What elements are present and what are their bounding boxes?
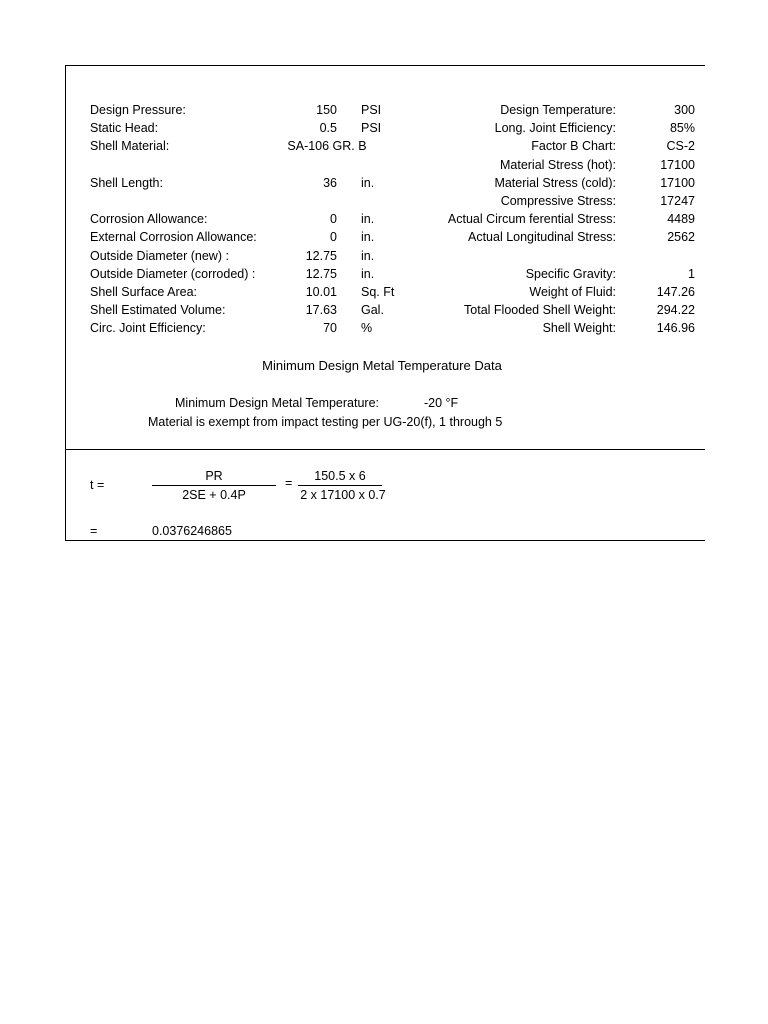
input-value: 36 [323,175,337,190]
result-value: 146.96 [656,321,695,336]
result-value: 1 [688,266,695,281]
result-value: 300 [674,103,695,117]
result-label: Material Stress (cold): [494,175,616,190]
input-unit: in. [361,266,375,281]
formula-result-equals: = [90,524,98,538]
input-label: Circ. Joint Efficiency: [90,321,206,336]
mdmt-note: Material is exempt from impact testing per UG-20(f), 1 through 5 [148,415,503,429]
result-label: Actual Circum ferential Stress: [447,212,616,227]
input-value: 0.5 [319,121,337,136]
result-label: Weight of Fluid: [529,285,616,299]
formula-denominator: 2SE + 0.4P [182,488,246,502]
formula-lhs: t = [90,478,105,492]
formula-numerator: PR [205,469,223,483]
result-label: Specific Gravity: [525,266,616,281]
input-value: 12.75 [305,266,337,281]
input-unit: PSI [361,121,382,136]
input-unit: in. [361,175,375,190]
input-unit: in. [361,230,375,245]
mdmt-value: -20 °F [424,396,459,410]
input-unit: Gal. [361,303,384,318]
result-label: Design Temperature: [500,103,616,117]
input-unit: in. [361,212,375,227]
input-value: 10.01 [305,285,337,299]
result-value: 147.26 [656,285,695,299]
input-value: 70 [323,321,337,336]
result-label: Total Flooded Shell Weight: [464,303,616,318]
input-value: SA-106 GR. B [287,139,367,154]
result-value: 17247 [660,194,695,208]
mdmt-label: Minimum Design Metal Temperature: [175,396,380,410]
result-value: CS-2 [666,139,695,154]
section-divider [65,449,705,450]
formula-sub-numerator: 150.5 x 6 [314,469,366,483]
formula-fraction-bar [152,485,276,486]
input-label: External Corrosion Allowance: [90,230,257,245]
result-label: Factor B Chart: [531,139,616,154]
result-label: Long. Joint Efficiency: [494,121,616,136]
formula-sub-fraction-bar [298,485,382,486]
formula-equals: = [285,476,293,490]
input-value: 150 [316,103,337,117]
input-label: Corrosion Allowance: [90,212,208,227]
formula-sub-denominator: 2 x 17100 x 0.7 [300,488,386,502]
result-value: 17100 [660,157,695,172]
input-value: 0 [330,230,337,245]
result-value: 2562 [667,230,695,245]
result-label: Shell Weight: [542,321,616,336]
input-label: Shell Material: [90,139,170,154]
formula-result: 0.0376246865 [152,524,232,538]
input-unit: in. [361,248,375,263]
input-unit: Sq. Ft [361,285,395,299]
input-label: Outside Diameter (new) : [90,248,229,263]
input-label: Design Pressure: [90,103,186,117]
result-value: 4489 [667,212,695,227]
input-unit: PSI [361,103,382,117]
input-value: 0 [330,212,337,227]
result-value: 294.22 [656,303,695,318]
input-unit: % [361,321,373,336]
input-value: 12.75 [305,248,337,263]
result-value: 17100 [660,175,695,190]
result-label: Actual Longitudinal Stress: [467,230,616,245]
result-label: Material Stress (hot): [499,157,616,172]
mdmt-heading: Minimum Design Metal Temperature Data [262,358,502,373]
input-label: Shell Estimated Volume: [90,303,226,318]
result-value: 85% [669,121,695,136]
input-label: Static Head: [90,121,159,136]
input-value: 17.63 [305,303,337,318]
input-label: Shell Length: [90,175,163,190]
input-label: Outside Diameter (corroded) : [90,266,256,281]
result-label: Compressive Stress: [500,194,616,208]
input-label: Shell Surface Area: [90,285,198,299]
